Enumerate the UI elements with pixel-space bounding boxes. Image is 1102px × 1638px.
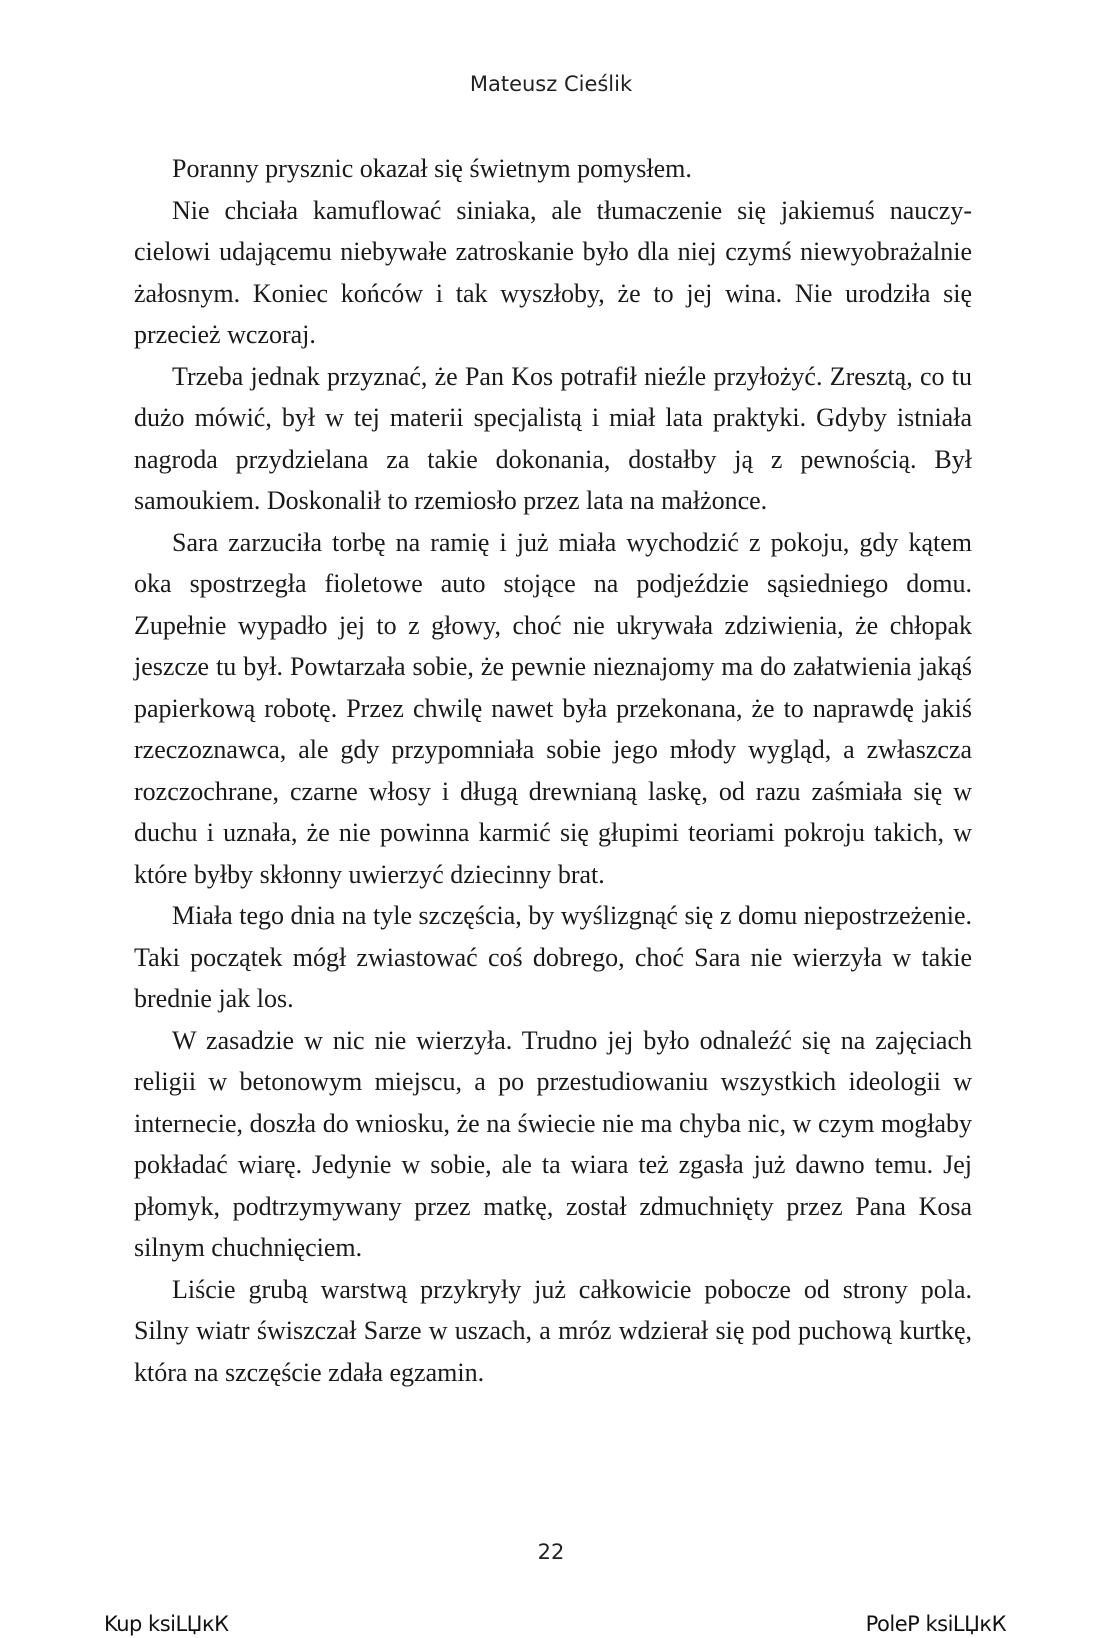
paragraph: Trzeba jednak przyznać, że Pan Kos potrafił nieźle przyłożyć. Zresztą, co tu dużo mówić, był w tej materii specjalistą i miał lata praktyki. Gdyby istniała nagroda przydzielana za takie dokonania, dostałby ją z pewnością. Był samoukiem. Doskonalił to rzemiosło przez lata na małżonce.: [134, 361, 972, 515]
paragraph: Poranny prysznic okazał się świetnym pomysłem.: [172, 154, 692, 183]
recommend-book-link[interactable]: PoleP ksiLЏкК: [865, 1612, 1006, 1636]
paragraph: W zasadzie w nic nie wierzyła. Trudno jej było odnaleźć się na zajęciach religii w betonowym miejscu, a po przestudiowaniu wszystkich ideologii w internecie, doszła do wniosku, że na świecie nie ma chyba nic, w czym mogłaby pokładać wiarę. Jedynie w sobie, ale ta wiara też zgasła już dawno temu. Jej płomyk, podtrzymywany przez matkę, został zdmuchnięty przez Pana Kosa silnym chuchnięciem.: [134, 1025, 972, 1262]
paragraph: Liście grubą warstwą przykryły już całkowicie pobocze od strony pola. Silny wiatr świszczał Sarze w uszach, a mróz wdzierał się pod puchową kurtkę, która na szczęście zdała egzamin.: [134, 1274, 972, 1387]
paragraph: Miała tego dnia na tyle szczęścia, by wyślizgnąć się z domu niepostrzeżenie. Taki początek mógł zwiastować coś dobrego, choć Sara nie wierzyła w takie brednie jak los.: [134, 901, 972, 1013]
chapter-body: [134, 148, 972, 1393]
page-number: 22: [537, 1540, 565, 1564]
buy-book-link[interactable]: Kup ksiLЏкК: [104, 1612, 229, 1636]
running-header-author: Mateusz Cieślik: [469, 72, 633, 96]
paragraph: Sara zarzuciła torbę na ramię i już miała wychodzić z pokoju, gdy kątem oka spostrzegła fioletowe auto stojące na podjeździe sąsiedniego domu. Zupełnie wypadło jej to z głowy, choć nie ukrywała zdziwienia, że chłopak jeszcze tu był. Powtarzała sobie, że pewnie nieznajomy ma do załatwienia jakąś papierkową robotę. Przez chwilę nawet była przekonana, że to naprawdę jakiś rzeczoznawca, ale gdy przypomniała sobie jego młody wygląd, a zwłaszcza rozczochrane, czarne włosy i długą drewnianą laskę, od razu zaśmiała się w duchu i uznała, że nie powinna karmić się głupimi teoriami pokroju takich, w które byłby skłonny uwierzyć dziecinny brat.: [134, 527, 972, 889]
paragraph: Nie chciała kamuflować siniaka, ale tłumaczenie się jakiemuś nauczycielowi udającemu niebywałe zatroskanie było dla niej czymś niewyobrażalnie żałosnym. Koniec końców i tak wyszłoby, że to jej wina. Nie urodziła się przecież wczoraj.: [134, 195, 972, 349]
